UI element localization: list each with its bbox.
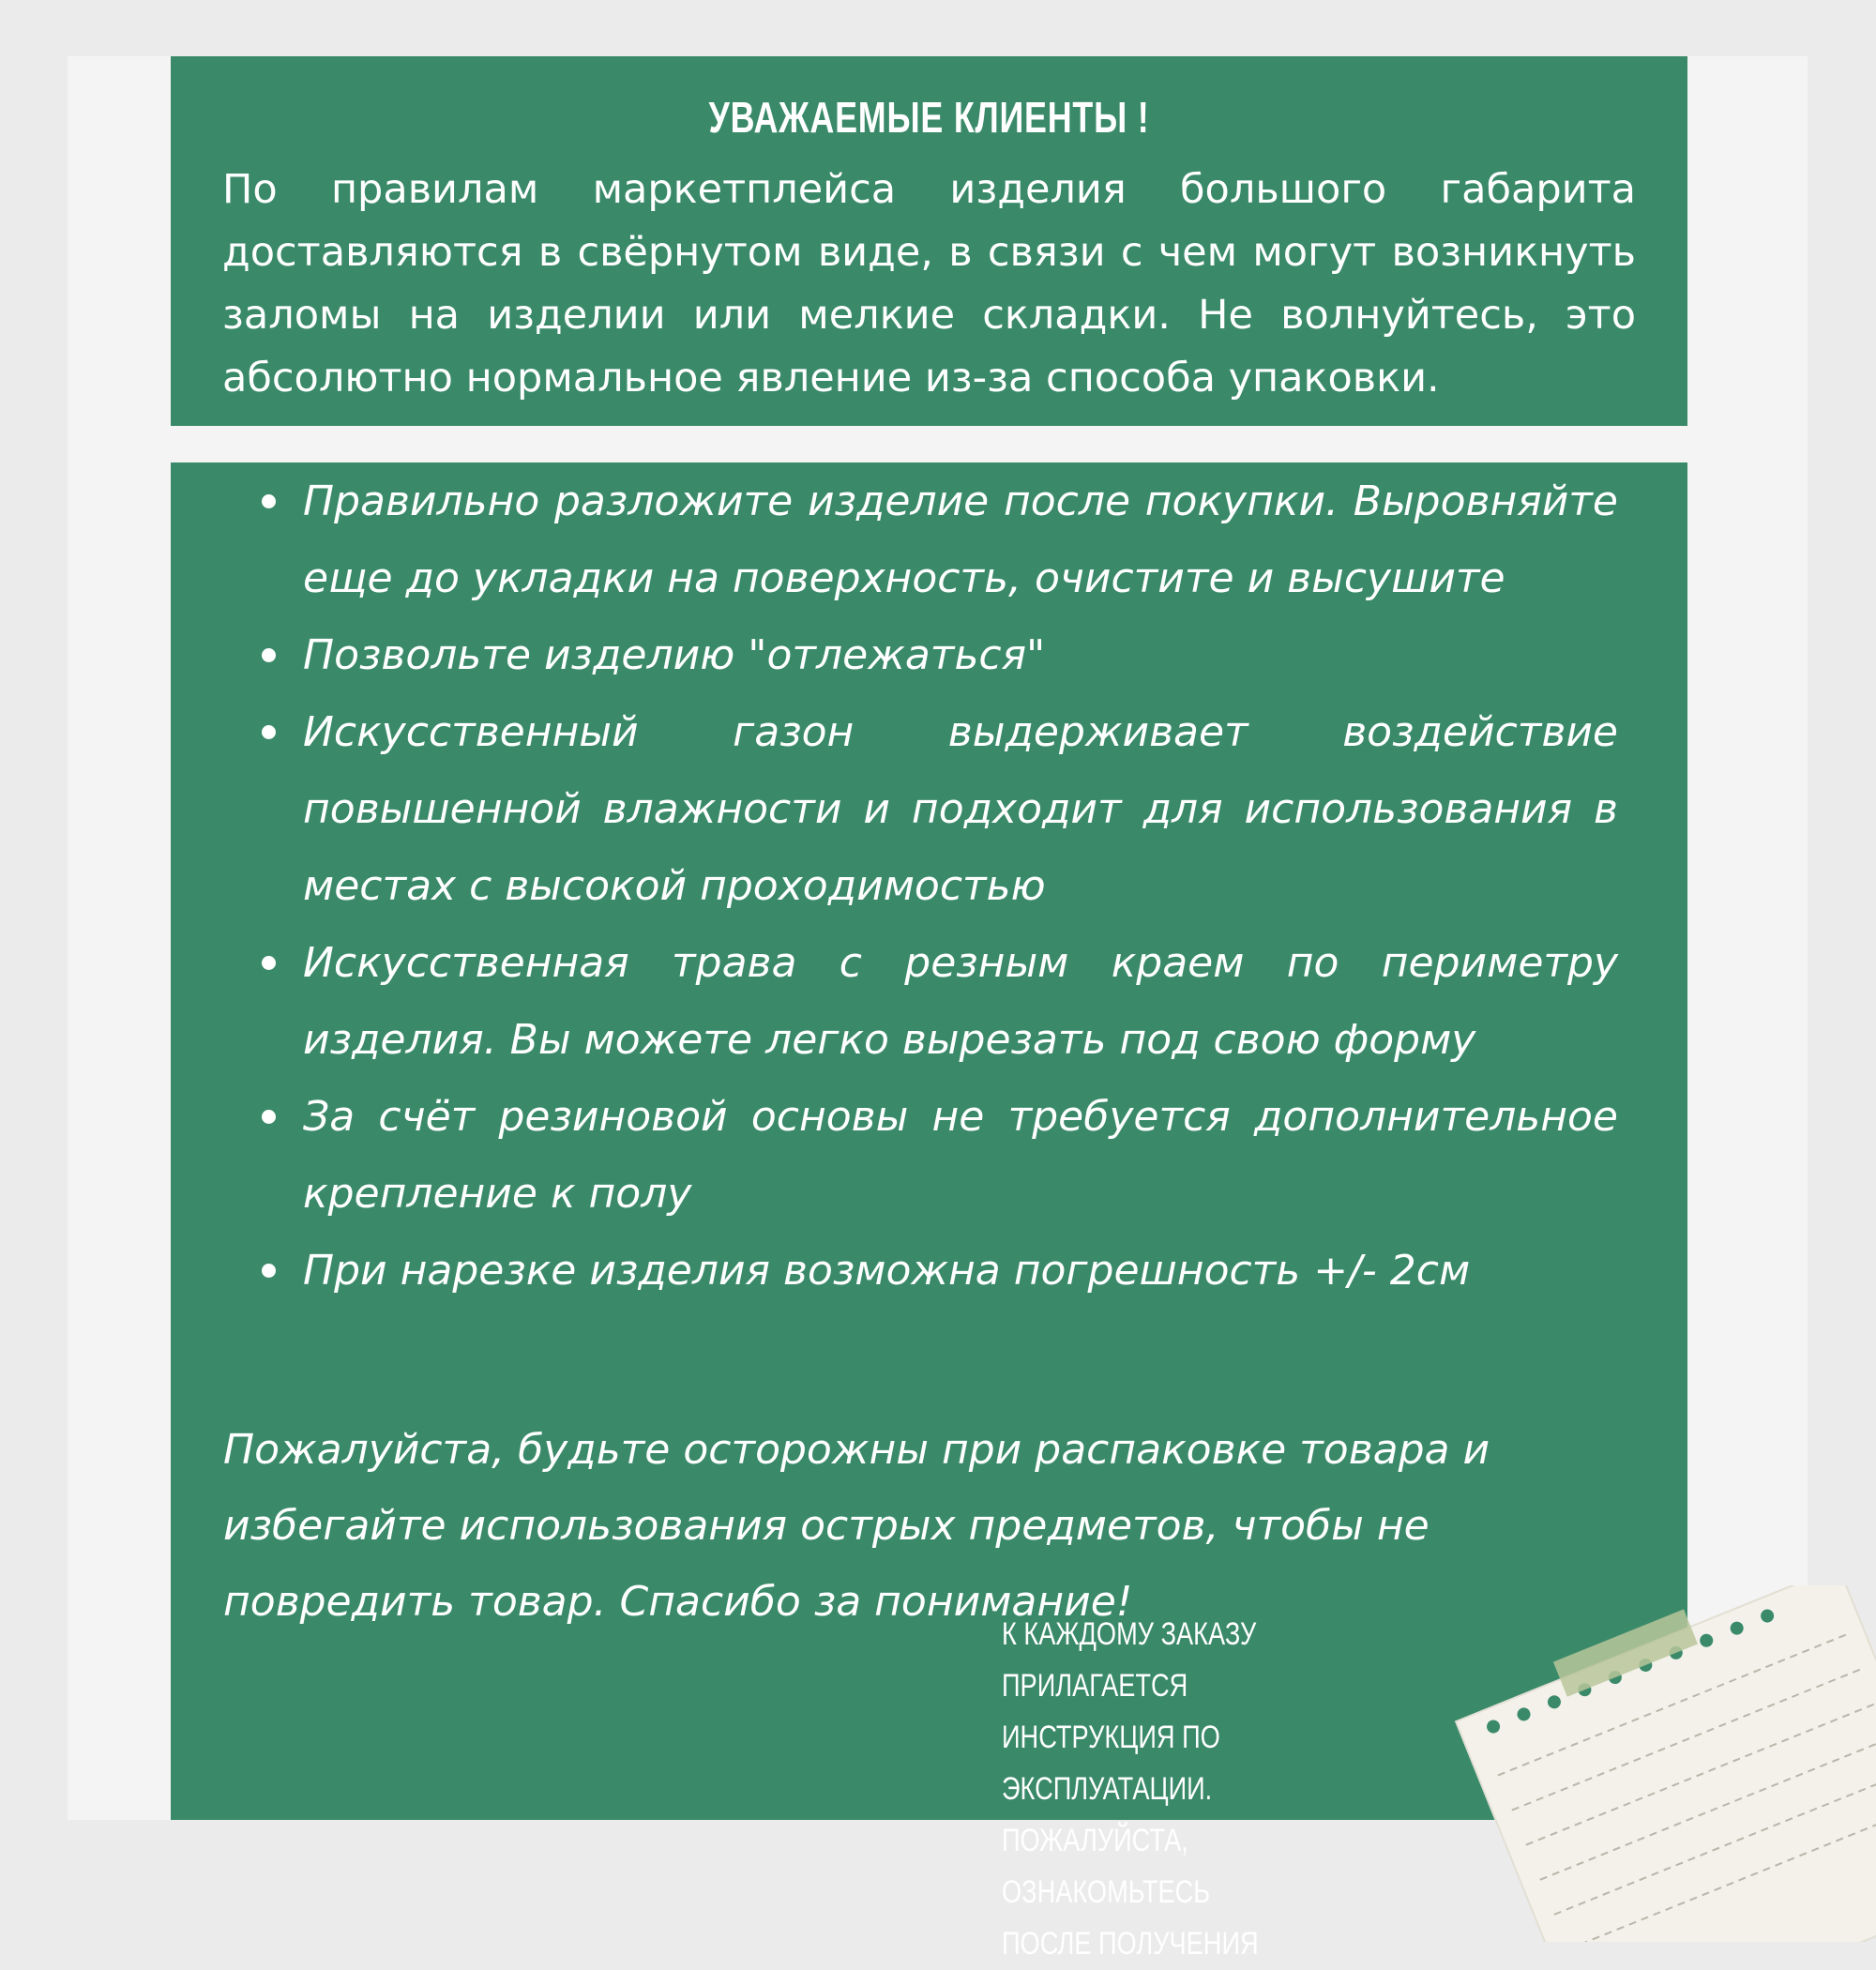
note-line: К КАЖДОМУ ЗАКАЗУ ПРИЛАГАЕТСЯ	[1002, 1616, 1257, 1704]
list-item: Искусственная трава с резным краем по периметру изделия. Вы можете легко вырезать под свою форму	[222, 925, 1618, 1079]
intro-text: По правилам маркетплейса изделия большого габарита доставляются в свёрнутом виде, в связи с чем могут возникнуть заломы на изделии или мелкие складки. Не волнуйтесь, это абсолютно нормальное явление из-за способа упаковки.	[222, 165, 1636, 402]
bullet-icon	[262, 648, 276, 662]
notepad-icon	[1435, 1585, 1876, 1942]
bullet-icon	[262, 494, 276, 508]
tips-list	[222, 462, 1618, 1310]
closing-text: Пожалуйста, будьте осторожны при распаковке товара и избегайте использования острых предметов, чтобы не повредить товар. Спасибо за понимание!	[223, 1426, 1490, 1626]
list-item: За счёт резиновой основы не требуется дополнительное крепление к полу	[222, 1079, 1618, 1233]
header-panel	[171, 56, 1687, 426]
note-line: ИНСТРУКЦИЯ ПО ЭКСПЛУАТАЦИИ.	[1002, 1720, 1220, 1807]
bullet-icon	[262, 956, 276, 970]
bullet-icon	[262, 1264, 276, 1278]
note-line: ПОСЛЕ ПОЛУЧЕНИЯ	[1002, 1926, 1259, 1962]
list-item: Правильно разложите изделие после покупки. Выровняйте еще до укладки на поверхность, очистите и высушите	[222, 463, 1618, 617]
page-title: УВАЖАЕМЫЕ КЛИЕНТЫ !	[708, 93, 1150, 142]
bullet-icon	[262, 725, 276, 739]
list-item: Позвольте изделию "отлежаться"	[222, 617, 1618, 694]
list-item: При нарезке изделия возможна погрешность +/- 2см	[222, 1233, 1618, 1310]
list-item: Искусственный газон выдерживает воздействие повышенной влажности и подходит для использования в местах с высокой проходимостью	[222, 694, 1618, 925]
instruction-note	[1002, 1609, 1392, 1970]
note-line: ПОЖАЛУЙСТА, ОЗНАКОМЬТЕСЬ	[1002, 1823, 1211, 1910]
bullet-icon	[262, 1110, 276, 1124]
